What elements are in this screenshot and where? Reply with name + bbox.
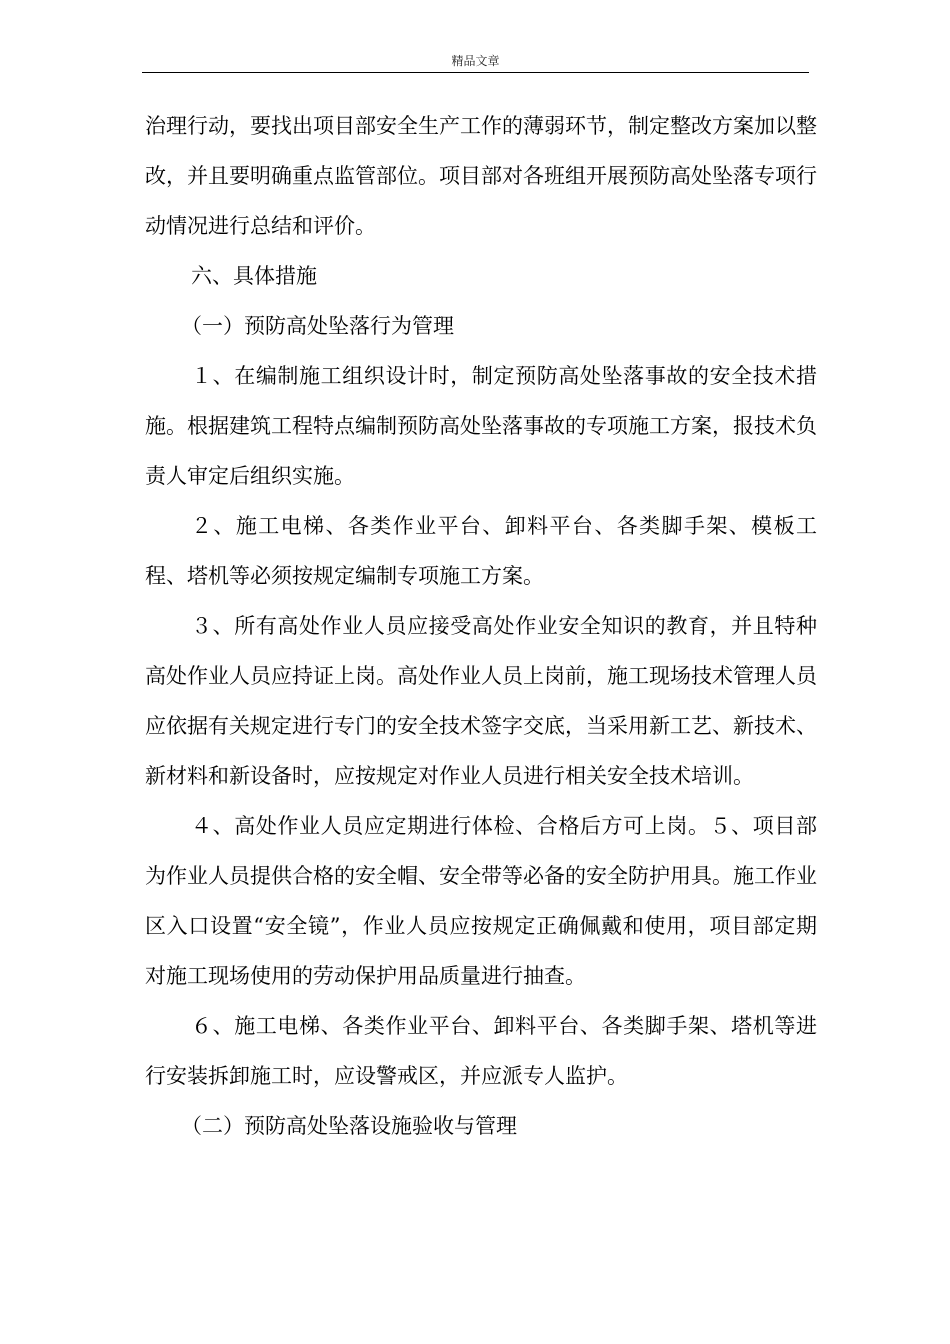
- document-body: [145, 101, 817, 1151]
- paragraph-item-3: ３、所有高处作业人员应接受高处作业安全知识的教育，并且特种高处作业人员应持证上岗。高处作业人员上岗前，施工现场技术管理人员应依据有关规定进行专门的安全技术签字交底，当采用新工艺、新技术、新材料和新设备时，应按规定对作业人员进行相关安全技术培训。: [145, 614, 817, 788]
- section-heading: 六、具体措施: [191, 264, 317, 288]
- paragraph-item-6: ６、施工电梯、各类作业平台、卸料平台、各类脚手架、塔机等进行安装拆卸施工时，应设警戒区，并应派专人监护。: [145, 1014, 817, 1088]
- paragraph-item-4-5: ４、高处作业人员应定期进行体检、合格后方可上岗。５、项目部为作业人员提供合格的安全帽、安全带等必备的安全防护用具。施工作业区入口设置“安全镜”，作业人员应按规定正确佩戴和使用，项目部定期对施工现场使用的劳动保护用品质量进行抽查。: [145, 814, 817, 988]
- paragraph-continuation: 治理行动，要找出项目部安全生产工作的薄弱环节，制定整改方案加以整改，并且要明确重点监管部位。项目部对各班组开展预防高处坠落专项行动情况进行总结和评价。: [145, 114, 817, 238]
- subsection-heading: （一）预防高处坠落行为管理: [181, 314, 454, 338]
- page-header-title: 精品文章: [451, 54, 500, 68]
- header-rule: [142, 72, 809, 73]
- paragraph-item-1: １、在编制施工组织设计时，制定预防高处坠落事故的安全技术措施。根据建筑工程特点编制预防高处坠落事故的专项施工方案，报技术负责人审定后组织实施。: [145, 364, 817, 488]
- subsection-heading-2: （二）预防高处坠落设施验收与管理: [181, 1114, 517, 1138]
- paragraph-item-2: ２、施工电梯、各类作业平台、卸料平台、各类脚手架、模板工程、塔机等必须按规定编制专项施工方案。: [145, 514, 817, 588]
